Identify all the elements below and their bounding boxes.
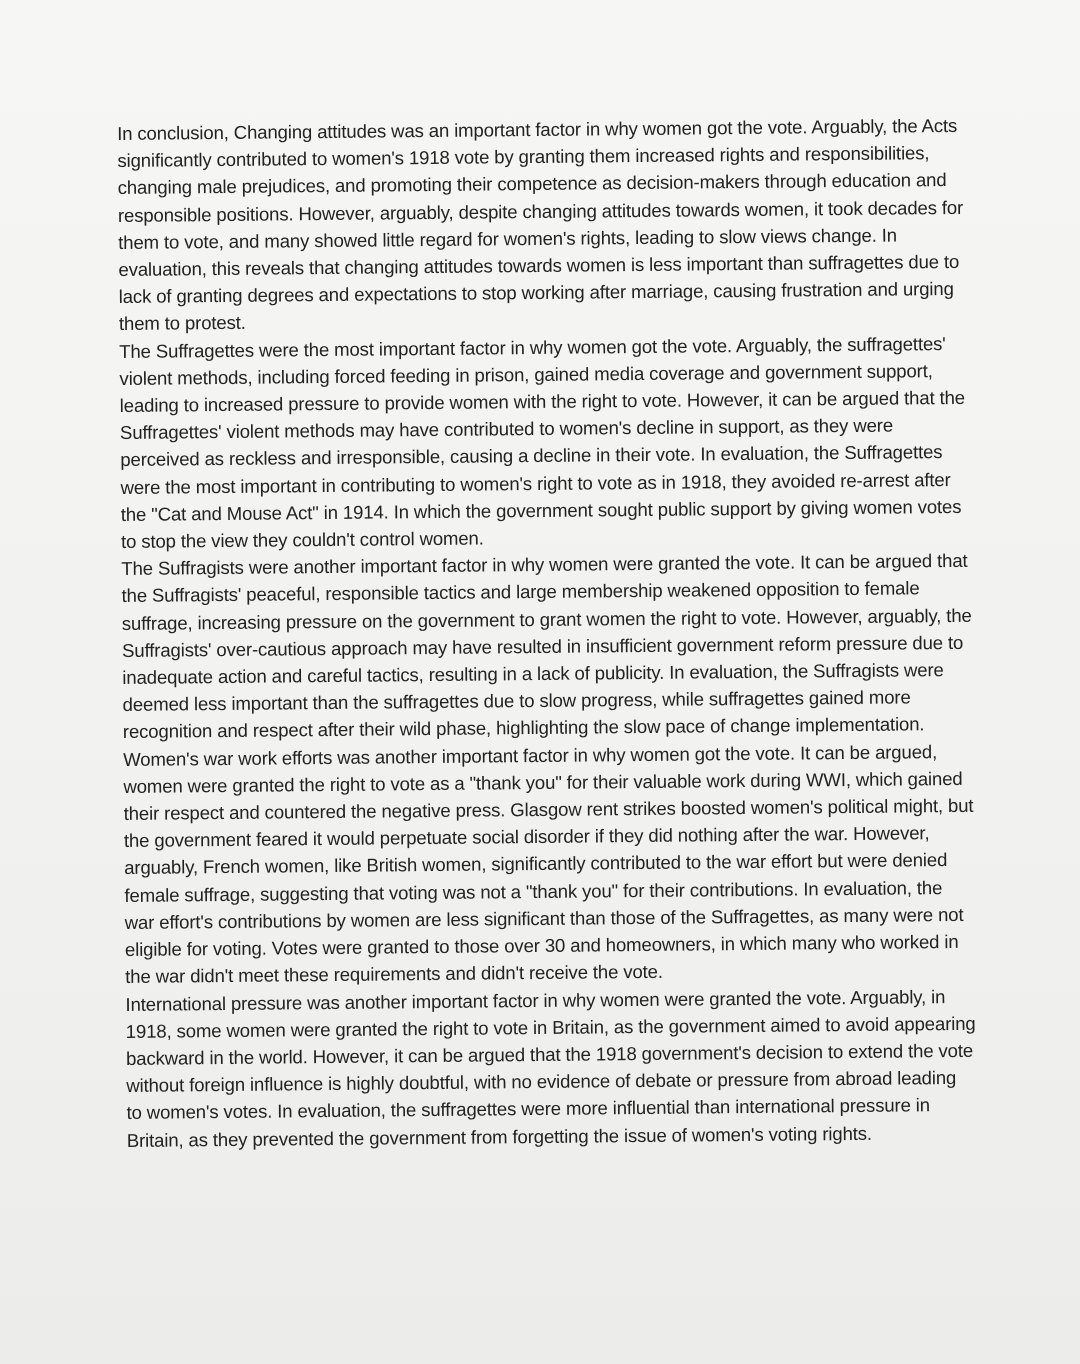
paragraph-international-pressure: International pressure was another important factor in why women were granted the vote. Arguably, in 1918, some women were granted the right to vote in Britain, as the government aimed to avoid appearing backward in the world. However, it can be argued that the 1918 government's decision to extend the vote without foreign influence is highly doubtful, with no evidence of debate or pressure from abroad leading to women's votes. In evaluation, the suffragettes were more influential than international pressure in Britain, as they prevented the government from forgetting the issue of women's voting rights. xyxy=(125,985,976,1151)
paragraph-suffragettes: The Suffragettes were the most important factor in why women got the vote. Arguably, the suffragettes' violent methods, including forced feeding in prison, gained media coverage and government support, leading to increased pressure to provide women with the right to vote. However, it can be argued that the Suffragettes' violent methods may have contributed to women's decline in support, as they were perceived as reckless and irresponsible, causing a decline in their vote. In evaluation, the Suffragettes were the most important in contributing to women's right to vote as in 1918, they avoided re-arrest after the "Cat and Mouse Act" in 1914. In which the government sought public support by giving women votes to stop the view they couldn't control women. xyxy=(119,332,966,553)
paragraph-war-work: Women's war work efforts was another important factor in why women got the vote. It can be argued, women were granted the right to vote as a "thank you" for their valuable work during WWI, which gained their respect and countered the negative press. Glasgow rent strikes boosted women's political might, but the government feared it would perpetuate social disorder if they did nothing after the war. However, arguably, French women, like British women, significantly contributed to the war effort but were denied female suffrage, suggesting that voting was not a "thank you" for their contributions. In evaluation, the war effort's contributions by women are less significant than those of the Suffragettes, as many were not eligible for voting. Votes were granted to those over 30 and homeowners, in which many who worked in the war didn't meet these requirements and didn't receive the vote. xyxy=(123,740,974,988)
paragraph-suffragists: The Suffragists were another important factor in why women were granted the vote. It can be argued that the Suffragists' peaceful, responsible tactics and large membership weakened opposition to female suffrage, increasing pressure on the government to grant women the right to vote. However, arguably, the Suffragists' over-cautious approach may have resulted in insufficient government reform pressure due to inadequate action and careful tactics, resulting in a lack of publicity. In evaluation, the Suffragists were deemed less important than the suffragettes due to slow progress, while suffragettes gained more recognition and respect after their wild phase, highlighting the slow pace of change implementation. xyxy=(121,550,972,743)
paragraph-changing-attitudes: In conclusion, Changing attitudes was an important factor in why women got the vote. Arguably, the Acts significantly contributed to women's 1918 vote by granting them increased rights and responsibilities, changing male prejudices, and promoting their competence as decision-makers through education and responsible positions. However, arguably, despite changing attitudes towards women, it took decades for them to vote, and many showed little regard for women's rights, leading to slow views change. In evaluation, this reveals that changing attitudes towards women is less important than suffragettes due to lack of granting degrees and expectations to stop working after marriage, causing frustration and urging them to protest. xyxy=(117,114,964,335)
essay-text-block xyxy=(117,112,977,1154)
